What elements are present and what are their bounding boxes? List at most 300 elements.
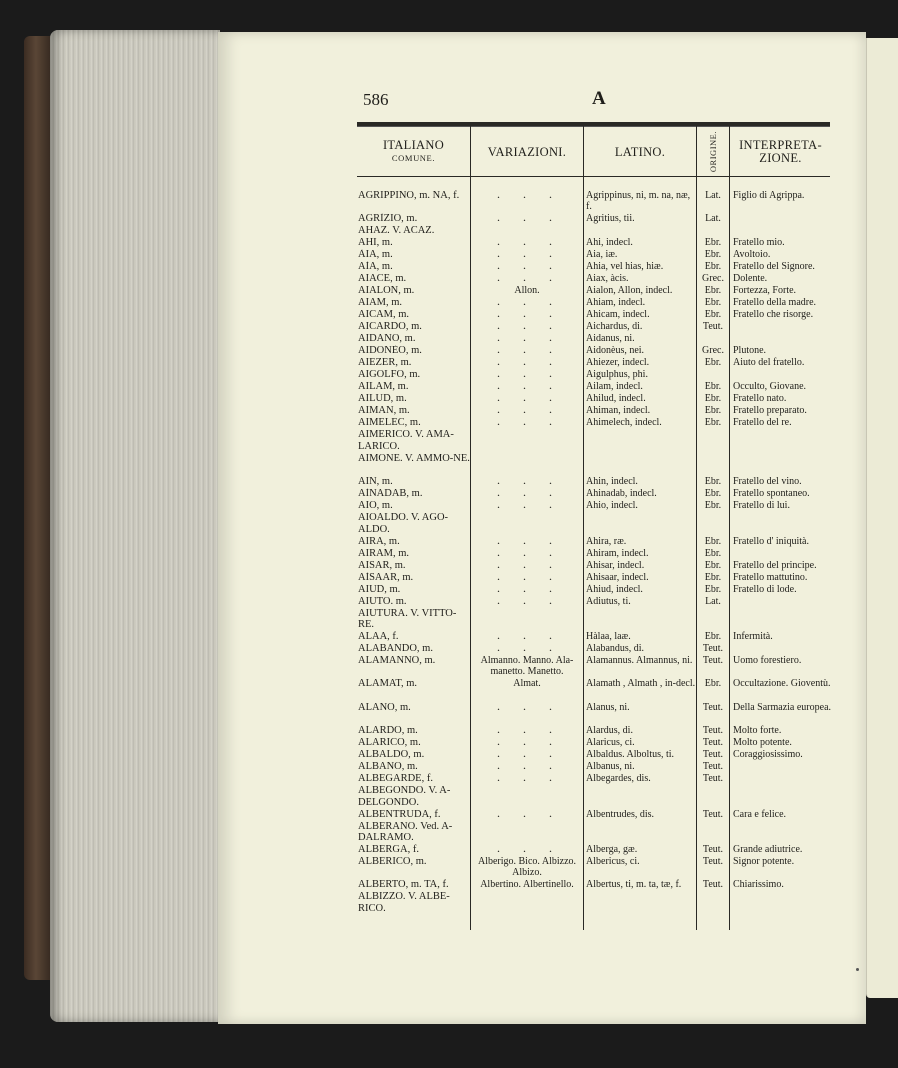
ellipsis-dot: .	[549, 746, 552, 761]
entry-origine: Ebr.	[704, 500, 722, 512]
ellipsis-dot: .	[549, 306, 552, 321]
ellipsis-dot: .	[523, 294, 526, 309]
entry-interpretazione: Fratello spontaneo.	[733, 488, 810, 500]
table-row	[357, 698, 832, 725]
entry-origine: Teut.	[702, 843, 724, 855]
entry-interpretazione: Fratello preparato.	[733, 405, 807, 417]
entry-variazioni: Almat.	[513, 678, 541, 690]
entry-italiano: ALBERGA, f.	[358, 843, 419, 855]
table-row	[357, 354, 830, 369]
entry-interpretazione: Della Sarmazia europea.	[733, 701, 832, 713]
entry-italiano: AIUTURA. V. VITTO-RE.	[358, 607, 457, 630]
entry-italiano: ALARDO, m.	[358, 725, 418, 737]
page-number: 586	[363, 90, 389, 109]
entry-latino: Ahilud, indecl.	[586, 393, 646, 405]
ellipsis-dot: .	[523, 758, 526, 773]
table-row	[357, 856, 830, 879]
ellipsis-dot: .	[523, 532, 526, 547]
header-interpretazione-label: INTERPRETA-ZIONE.	[739, 138, 822, 165]
ellipsis-dot: .	[549, 722, 552, 737]
entry-latino: Ahira, ræ.	[586, 535, 627, 547]
ellipsis-dot: .	[497, 722, 500, 737]
header-variazioni-label: VARIAZIONI.	[487, 144, 567, 159]
table-row	[357, 497, 830, 512]
ellipsis-dot: .	[549, 402, 552, 417]
ellipsis-dot: .	[549, 840, 552, 855]
ellipsis-dot: .	[497, 342, 500, 357]
entry-variazioni: Almanno. Manno. Ala-manetto. Manetto.	[480, 654, 574, 678]
entry-interpretazione: Signor potente.	[733, 855, 795, 867]
entry-origine: Teut.	[702, 701, 724, 713]
entry-italiano: AIUD, m.	[358, 583, 401, 595]
ellipsis-dot: .	[497, 330, 500, 345]
header-rule	[357, 122, 830, 127]
entry-latino: Aia, iæ.	[586, 249, 618, 261]
entry-italiano: ÀIA, m.	[358, 249, 393, 261]
entry-origine: Ebr.	[704, 678, 722, 690]
ellipsis-dot: .	[549, 366, 552, 381]
entry-interpretazione: Occultazione. Gioventù.	[733, 678, 831, 690]
table-row	[357, 544, 830, 560]
entry-italiano: AHAZ. V. ACAZ.	[358, 225, 435, 237]
ellipsis-dot: .	[523, 722, 526, 737]
ellipsis-dot: .	[549, 354, 552, 369]
ellipsis-dot: .	[523, 580, 526, 595]
ellipsis-dot: .	[497, 258, 500, 273]
entry-italiano: AIDONÈO, m.	[358, 345, 422, 357]
ellipsis-dot: .	[549, 390, 552, 405]
ellipsis-dot: .	[497, 390, 500, 405]
entry-origine: Grec.	[702, 273, 724, 285]
ellipsis-dot: .	[497, 497, 500, 512]
entry-italiano: ALBENTRUDA, f.	[358, 808, 441, 820]
ellipsis-dot: .	[497, 639, 500, 654]
ellipsis-dot: .	[523, 342, 526, 357]
entry-origine: Ebr.	[704, 393, 722, 405]
entry-interpretazione: Plutone.	[733, 345, 767, 357]
ellipsis-dot: .	[523, 627, 526, 642]
table-row	[357, 627, 830, 643]
ellipsis-dot: .	[549, 234, 552, 249]
entry-latino: Alardus, di.	[586, 725, 633, 737]
table-row	[357, 532, 830, 548]
entry-origine: Ebr.	[704, 309, 722, 321]
entry-italiano: ALBERTO, m. TA, f.	[358, 879, 449, 891]
entry-italiano: ALBEGONDO. V. A-DELGONDO.	[358, 785, 451, 808]
header-italiano-label: ITALIANO	[382, 138, 445, 152]
ellipsis-dot: .	[549, 805, 552, 820]
entry-italiano: AISAR, m.	[358, 559, 406, 571]
page-edges	[50, 30, 220, 1022]
entry-origine: Grec.	[702, 345, 724, 357]
entry-italiano: AÌNADAB, m.	[358, 488, 423, 500]
header-variazioni	[471, 128, 583, 176]
table-row	[357, 592, 830, 608]
entry-origine: Ebr.	[704, 285, 722, 297]
ellipsis-dot: .	[523, 639, 526, 654]
ellipsis-dot: .	[523, 592, 526, 607]
ellipsis-dot: .	[523, 246, 526, 261]
entry-latino: Ahinadab, indecl.	[586, 488, 657, 500]
entry-latino: Ahiram, indecl.	[586, 547, 649, 559]
ellipsis-dot: .	[549, 270, 552, 285]
entry-latino: Aialon, Allon, indecl.	[586, 285, 673, 297]
entry-interpretazione: Fratello del vino.	[733, 476, 802, 488]
ellipsis-dot: .	[523, 414, 526, 429]
entry-italiano: AICAM, m.	[358, 309, 410, 321]
ellipsis-dot: .	[497, 592, 500, 607]
entry-latino: Agrippinus, ni, m. na, næ, f.	[586, 190, 691, 213]
ellipsis-dot: .	[549, 497, 552, 512]
entry-italiano: AIO, m.	[358, 500, 393, 512]
entry-interpretazione: Molto potente.	[733, 737, 792, 749]
ellipsis-dot: .	[523, 210, 526, 225]
entry-italiano: AIMONE. V. AMMO-NE.	[358, 452, 470, 464]
entry-interpretazione: Infermità.	[733, 630, 773, 642]
table-row	[357, 246, 830, 261]
ellipsis-dot: .	[549, 532, 552, 547]
ellipsis-dot: .	[523, 556, 526, 571]
entry-origine: Ebr.	[704, 297, 722, 309]
entry-latino: Ahi, indecl.	[586, 237, 633, 249]
entry-latino: Àhiud, indecl.	[586, 583, 643, 595]
table-row	[357, 485, 830, 500]
ellipsis-dot: .	[549, 210, 552, 225]
table-row	[357, 453, 830, 476]
table-row	[357, 330, 830, 345]
ellipsis-dot: .	[497, 580, 500, 595]
entry-origine: Ebr.	[704, 249, 722, 261]
table-row	[357, 318, 830, 333]
entry-latino: Alabandus, di.	[586, 642, 645, 654]
ellipsis-dot: .	[497, 544, 500, 559]
entry-italiano: ALBANO, m.	[358, 761, 418, 773]
entry-origine: Teut.	[702, 737, 724, 749]
ellipsis-dot: .	[549, 544, 552, 559]
header-origine-label: ORIGINE.	[707, 131, 718, 173]
ellipsis-dot: .	[497, 366, 500, 381]
entry-latino: Hàlaa, laæ.	[586, 630, 631, 642]
entry-origine: Ebr.	[704, 476, 722, 488]
entry-latino: Ahicam, indecl.	[586, 309, 650, 321]
table-row	[357, 785, 830, 808]
entry-origine: Ebr.	[704, 237, 722, 249]
ellipsis-dot: .	[523, 840, 526, 855]
entry-latino: Albentrudes, dis.	[586, 808, 655, 820]
table-row	[357, 234, 830, 249]
entry-interpretazione: Molto forte.	[733, 725, 782, 737]
ellipsis-dot: .	[497, 270, 500, 285]
entry-interpretazione: Cara e felice.	[733, 808, 787, 820]
table-row	[357, 770, 830, 785]
entry-italiano: AIRAM, m.	[358, 547, 410, 559]
entry-italiano: AIMELEC, m.	[358, 417, 421, 429]
entry-origine: Ebr.	[704, 583, 722, 595]
table-row	[357, 678, 830, 701]
table-row	[357, 342, 830, 357]
entry-origine: Teut.	[702, 773, 724, 785]
ellipsis-dot: .	[549, 698, 552, 713]
entry-latino: Aidanus, ni.	[586, 333, 635, 345]
entry-origine: Teut.	[702, 725, 724, 737]
entry-latino: Alaricus, ci.	[586, 737, 635, 749]
table-row	[357, 891, 830, 914]
ellipsis-dot: .	[497, 354, 500, 369]
ellipsis-dot: .	[497, 234, 500, 249]
entry-latino: Aiax, àcis.	[586, 273, 629, 285]
ellipsis-dot: .	[549, 414, 552, 429]
ellipsis-dot: .	[549, 568, 552, 583]
table-row	[357, 270, 830, 285]
table-row	[357, 758, 830, 773]
ellipsis-dot: .	[523, 366, 526, 381]
ellipsis-dot: .	[523, 402, 526, 417]
ellipsis-dot: .	[549, 342, 552, 357]
entry-italiano: AIACE, m.	[358, 273, 407, 285]
entry-origine: Ebr.	[704, 571, 722, 583]
table-row	[357, 285, 830, 297]
entry-latino: Ahisar, indecl.	[586, 559, 645, 571]
table-row	[357, 608, 830, 631]
entry-origine: Ebr.	[704, 417, 722, 429]
facing-page-edge	[866, 38, 898, 998]
entry-latino: Alanus, ni.	[586, 701, 630, 713]
entry-origine: Teut.	[702, 642, 724, 654]
table-row	[357, 821, 830, 844]
ellipsis-dot: .	[497, 734, 500, 749]
ellipsis-dot: .	[549, 627, 552, 642]
entry-interpretazione: Uomo forestiero.	[733, 654, 802, 666]
entry-latino: Aigulphus, phi.	[586, 369, 648, 381]
entry-interpretazione: Dolente.	[733, 273, 768, 285]
table-row	[357, 378, 830, 393]
header-latino	[584, 128, 696, 176]
entry-origine: Teut.	[702, 749, 724, 761]
table-row	[357, 258, 830, 273]
ellipsis-dot: .	[523, 544, 526, 559]
entry-italiano: AIN, m.	[358, 476, 393, 488]
entry-italiano: AIMAN, m.	[358, 405, 410, 417]
ellipsis-dot: .	[523, 473, 526, 488]
ellipsis-dot: .	[549, 378, 552, 393]
ellipsis-dot: .	[549, 639, 552, 654]
table-row	[357, 306, 830, 321]
ellipsis-dot: .	[523, 258, 526, 273]
entry-interpretazione: Coraggiosissimo.	[733, 749, 803, 761]
entry-latino: Albanus, ni.	[586, 761, 635, 773]
ellipsis-dot: .	[497, 485, 500, 500]
entry-italiano: ALAMANNO, m.	[358, 654, 436, 666]
entry-origine: Teut.	[702, 879, 724, 891]
ellipsis-dot: .	[497, 294, 500, 309]
entry-interpretazione: Fratello del re.	[733, 417, 792, 429]
entry-latino: Ahisaar, indecl.	[586, 571, 649, 583]
entry-origine: Ebr.	[704, 261, 722, 273]
table-row	[357, 722, 830, 737]
ellipsis-dot: .	[497, 306, 500, 321]
table-row	[357, 294, 830, 309]
entry-italiano: ALAA, f.	[358, 630, 399, 642]
ellipsis-dot: .	[549, 187, 552, 201]
ellipsis-dot: .	[549, 556, 552, 571]
entry-interpretazione: Fratello del principe.	[733, 559, 817, 571]
section-letter: A	[592, 88, 606, 109]
ellipsis-dot: .	[497, 414, 500, 429]
ellipsis-dot: .	[497, 805, 500, 820]
entry-latino: Albaldus. Alboltus, ti.	[586, 749, 675, 761]
header-italiano-sub: COMUNE.	[391, 153, 436, 163]
entry-origine: Teut.	[702, 761, 724, 773]
ellipsis-dot: .	[523, 698, 526, 713]
entry-latino: Ailam, indecl.	[586, 381, 643, 393]
ellipsis-dot: .	[497, 187, 500, 201]
ellipsis-dot: .	[523, 568, 526, 583]
table-header	[357, 128, 830, 177]
entry-origine: Ebr.	[704, 381, 722, 393]
entry-italiano: AIRA, m.	[358, 535, 400, 547]
dictionary-table-body	[357, 187, 832, 915]
entry-origine: Teut.	[702, 808, 724, 820]
entry-italiano: AIDANO, m.	[358, 333, 416, 345]
entry-italiano: ALBALDO, m.	[358, 749, 425, 761]
ellipsis-dot: .	[497, 556, 500, 571]
table-row	[357, 512, 830, 535]
ellipsis-dot: .	[549, 580, 552, 595]
entry-origine: Ebr.	[704, 535, 722, 547]
entry-italiano: ALANO, m.	[358, 701, 411, 713]
ellipsis-dot: .	[523, 805, 526, 820]
ellipsis-dot: .	[523, 270, 526, 285]
header-italiano	[357, 128, 470, 176]
entry-origine: Ebr.	[704, 547, 722, 559]
table-row	[357, 473, 830, 488]
ellipsis-dot: .	[497, 746, 500, 761]
entry-italiano: AILUD, m.	[358, 393, 407, 405]
entry-italiano: AIUTO. m.	[358, 595, 407, 607]
entry-interpretazione: Fratello mattutino.	[733, 571, 808, 583]
entry-latino: Ahiman, indecl.	[586, 405, 651, 417]
ellipsis-dot: .	[497, 770, 500, 785]
ellipsis-dot: .	[549, 592, 552, 607]
entry-interpretazione: Fratello d' iniquità.	[733, 535, 809, 547]
table-row	[357, 187, 830, 213]
ellipsis-dot: .	[497, 840, 500, 855]
ellipsis-dot: .	[497, 758, 500, 773]
table-row	[357, 225, 830, 237]
entry-italiano: AIALON, m.	[358, 285, 415, 297]
ellipsis-dot: .	[497, 378, 500, 393]
ellipsis-dot: .	[549, 330, 552, 345]
entry-interpretazione: Avoltoio.	[733, 249, 771, 261]
ellipsis-dot: .	[497, 402, 500, 417]
entry-interpretazione: Fratello nato.	[733, 393, 787, 405]
entry-latino: Ahiam, indecl.	[586, 297, 646, 309]
entry-origine: Teut.	[702, 654, 724, 666]
entry-latino: Ahiezer, indecl.	[586, 357, 650, 369]
ellipsis-dot: .	[549, 758, 552, 773]
entry-italiano: AIGOLFO, m.	[358, 369, 421, 381]
table-row	[357, 366, 830, 381]
table-row	[357, 840, 830, 856]
entry-italiano: ALARICO, m.	[358, 737, 421, 749]
entry-italiano: AIAM, m.	[358, 297, 403, 309]
entry-interpretazione: Occulto, Giovane.	[733, 381, 807, 393]
ellipsis-dot: .	[549, 258, 552, 273]
table-row	[357, 734, 830, 749]
header-interpretazione	[731, 128, 830, 176]
entry-interpretazione: Fratello della madre.	[733, 297, 817, 309]
ellipsis-dot: .	[523, 187, 526, 201]
entry-variazioni: Alberigo. Bico. Albizzo. Albizo.	[477, 855, 577, 879]
paper-speck	[856, 968, 859, 971]
entry-latino: Alamannus. Almannus, ni.	[586, 654, 693, 666]
entry-origine: Ebr.	[704, 405, 722, 417]
entry-interpretazione: Grande adiutrice.	[733, 843, 803, 855]
entry-interpretazione: Fratello mio.	[733, 237, 785, 249]
ellipsis-dot: .	[497, 246, 500, 261]
entry-italiano: AIEZER, m.	[358, 357, 412, 369]
ellipsis-dot: .	[523, 746, 526, 761]
ellipsis-dot: .	[523, 306, 526, 321]
entry-italiano: AGRÌZIO, m.	[358, 213, 418, 225]
entry-italiano: ALBERANO. Ved. A-DALRAMO.	[358, 820, 453, 843]
header-latino-label: LATINO.	[614, 144, 666, 159]
entry-latino: Aidonèus, nei.	[586, 345, 645, 357]
ellipsis-dot: .	[549, 734, 552, 749]
ellipsis-dot: .	[523, 734, 526, 749]
table-row	[357, 429, 830, 452]
entry-variazioni: Allon.	[514, 285, 540, 297]
entry-italiano: AGRIPPINO, m. NA, f.	[358, 190, 460, 201]
table-row	[357, 879, 830, 891]
ellipsis-dot: .	[549, 318, 552, 333]
ellipsis-dot: .	[549, 770, 552, 785]
entry-origine: Teut.	[702, 855, 724, 867]
entry-interpretazione: Fratello del Signore.	[733, 261, 815, 273]
entry-origine: Ebr.	[704, 559, 722, 571]
entry-latino: Ahimelech, indecl.	[586, 417, 662, 429]
ellipsis-dot: .	[523, 318, 526, 333]
entry-italiano: AIMERICO. V. AMA-LARICO.	[358, 429, 454, 452]
ellipsis-dot: .	[549, 473, 552, 488]
table-row	[357, 639, 830, 655]
entry-italiano: AÌA, m.	[358, 261, 393, 273]
entry-latino: Ahin, indecl.	[586, 476, 638, 488]
entry-interpretazione: Aiuto del fratello.	[733, 357, 805, 369]
entry-latino: Agritius, tii.	[586, 213, 635, 225]
entry-latino: Aichardus, di.	[586, 321, 643, 333]
ellipsis-dot: .	[523, 330, 526, 345]
entry-interpretazione: Fratello di lui.	[733, 500, 790, 512]
ellipsis-dot: .	[523, 234, 526, 249]
entry-origine: Lat.	[705, 190, 721, 201]
entry-interpretazione: Fortezza, Forte.	[733, 285, 797, 297]
entry-interpretazione: Fratello che risorge.	[733, 309, 814, 321]
entry-interpretazione: Figlio di Agrippa.	[733, 190, 805, 201]
entry-latino: Albericus, ci.	[586, 855, 640, 867]
ellipsis-dot: .	[549, 246, 552, 261]
ellipsis-dot: .	[497, 568, 500, 583]
table-row	[357, 390, 830, 405]
ellipsis-dot: .	[497, 318, 500, 333]
entry-latino: Albegardes, dis.	[586, 773, 651, 785]
entry-latino: Albertus, ti, m. ta, tæ, f.	[586, 879, 682, 891]
entry-variazioni: Albertino. Albertinello.	[480, 879, 574, 891]
entry-italiano: ALABANDO, m.	[358, 642, 433, 654]
ellipsis-dot: .	[523, 390, 526, 405]
header-origine	[697, 128, 729, 176]
ellipsis-dot: .	[523, 770, 526, 785]
